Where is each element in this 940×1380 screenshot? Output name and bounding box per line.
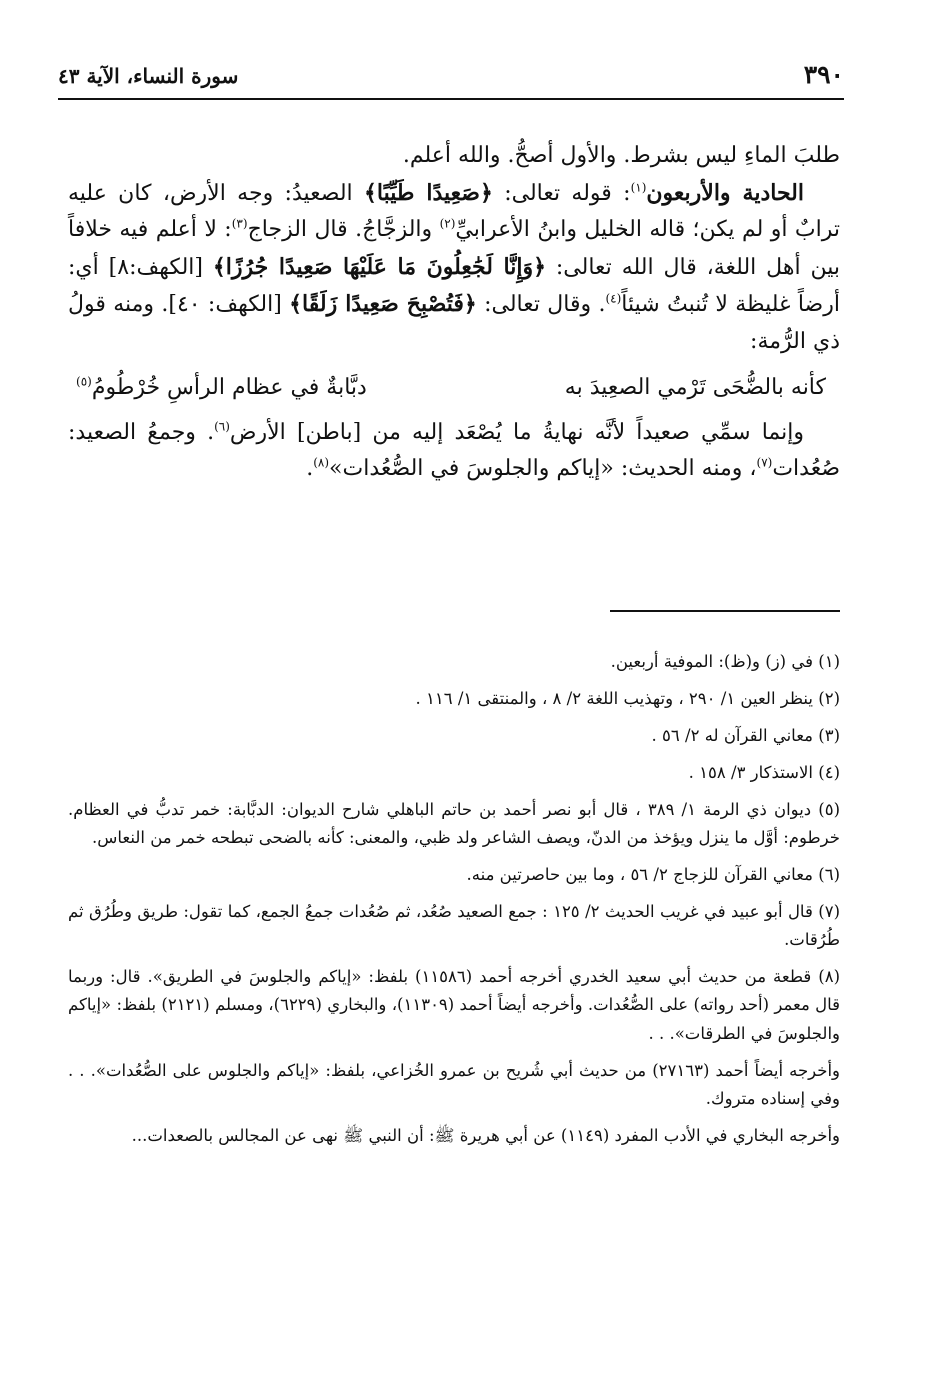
footnote-separator xyxy=(610,610,840,612)
footnote-ref-8: (٨) xyxy=(313,455,330,470)
text-span: : لا أعلم فيه خلافاً بين أهل اللغة، قال الله تعالى: xyxy=(68,217,840,280)
footnote-6: (٦) معاني القرآن للزجاج ٢/ ٥٦ ، وما بين حاصرتين منه. xyxy=(466,865,840,885)
text-span: [الكهف:٨] أي: أرضاً غليظة لا تُنبتُ شيئاً xyxy=(68,254,840,318)
verse-second-hemistich xyxy=(76,370,367,407)
poetry-verse xyxy=(68,360,840,415)
text-span: . وجمعُ الصعيد: صُعُدات xyxy=(68,419,840,482)
footnote-2: (٢) ينظر العين ١/ ٢٩٠ ، وتهذيب اللغة ٢/ ٨ ، والمنتقى ١/ ١١٦ . xyxy=(415,689,840,709)
footnote-7: (٧) قال أبو عبيد في غريب الحديث ٢/ ١٢٥ : جمع الصعيد صُعُد، ثم صُعُدات جمعُ الجمع، كما تقول: طريق وطُرُق ثم طُرُقات. xyxy=(68,902,840,950)
footnote-ref-2: (٢) xyxy=(439,216,456,231)
text-span: وإنما سمِّي صعيداً لأنَّه نهايةُ ما يُصْعَد إليه من [باطن] الأرض xyxy=(229,419,804,445)
paragraph-3 xyxy=(68,415,840,488)
verse-second-text: دبَّابةٌ في عظام الرأسِ خُرْطُومُ xyxy=(91,375,367,401)
verse-first-hemistich: كأنه بالضُّحَى تَرْمي الصعِيدَ به xyxy=(564,375,826,401)
footnote-1: (١) في (ز) و(ظ): الموفية أربعين. xyxy=(610,652,840,671)
issue-heading: الحادية والأربعون xyxy=(646,179,804,206)
running-title: سورة النساء، الآية ٤٣ xyxy=(58,64,239,88)
text-span: : قوله تعالى: xyxy=(492,180,631,206)
text-span: . وقال تعالى: xyxy=(476,292,606,318)
footnote-ref-4: (٤) xyxy=(605,291,622,306)
footnote-5: (٥) ديوان ذي الرمة ١/ ٣٨٩ ، قال أبو نصر أحمد بن حاتم الباهلي شارح الديوان: الدبَّابة: خمر تدبُّ في العظام. خرطوم: أوَّل ما ينزل ويؤخذ من الدنّ، ويصف الشاعر ولد ظبي، والمعنى: كأنه بالضحى تبطحه خمر من النعاس. xyxy=(68,800,840,848)
text-span: ، ومنه الحديث: «إياكم والجلوسَ في الصُّعُدات» xyxy=(329,456,757,482)
footnote-ref-1: (١) xyxy=(630,180,647,195)
footnote-ref-3: (٣) xyxy=(231,216,248,231)
quran-quote-2: ﴿وَإِنَّا لَجَٰعِلُونَ مَا عَلَيْهَا صَعِيدًا جُرُزًا﴾ xyxy=(212,253,546,280)
text-span: الصعيدُ: وجه الأرض، كان عليه ترابٌ أو لم يكن؛ قاله الخليل وابنُ الأعرابيِّ xyxy=(68,180,841,243)
paragraph-1: طلبَ الماءِ ليس بشرط. والأول أصحُّ. والله أعلم. xyxy=(402,143,840,168)
footnote-3: (٣) معاني القرآن له ٢/ ٥٦ . xyxy=(651,726,840,746)
footnote-8: (٨) قطعة من حديث أبي سعيد الخدري أخرجه أحمد (١١٥٨٦) بلفظ: «إياكم والجلوسَ في الطريق». قال: وربما قال معمر (أحد رواته) على الصُّعُدات. وأخرجه أيضاً أحمد (١١٣٠٩)، والبخاري (٦٢٢٩)، ومسلم (٢١٢١) بلفظ: «إياكم والجلوسَ في الطرقات». . . xyxy=(68,967,841,1043)
footnote-8-continued-2: وأخرجه البخاري في الأدب المفرد (١١٤٩) عن أبي هريرة ﷺ: أن النبي ﷺ نهى عن المجالس بالصعدات... xyxy=(131,1125,840,1145)
main-text xyxy=(68,138,840,488)
paragraph-2 xyxy=(68,175,840,361)
footnote-ref-7: (٧) xyxy=(756,455,773,470)
text-span: والزجَّاجُ. قال الزجاج xyxy=(247,217,440,243)
text-span: . xyxy=(306,456,314,482)
footnotes xyxy=(68,648,840,1159)
page-number: ٣٩٠ xyxy=(803,60,844,89)
footnote-8-continued: وأخرجه أيضاً أحمد (٢٧١٦٣) من حديث أبي شُريح بن عمرو الخُزاعي، بلفظ: «إياكم والجلوس على الصُّعُدات». . . وفي إسناده متروك. xyxy=(68,1060,840,1108)
text-span: [الكهف: ٤٠]. ومنه قولُ ذي الرُّمة: xyxy=(68,292,840,354)
quran-quote-3: ﴿فَتُصْبِحَ صَعِيدًا زَلَقًا﴾ xyxy=(289,291,477,318)
footnote-4: (٤) الاستذكار ٣/ ١٥٨ . xyxy=(688,763,840,783)
footnote-ref-5: (٥) xyxy=(76,374,92,389)
page-header xyxy=(58,58,844,100)
footnote-ref-6: (٦) xyxy=(214,419,230,434)
quran-quote-1: ﴿صَعِيدًا طَيِّبًا﴾ xyxy=(363,179,493,206)
